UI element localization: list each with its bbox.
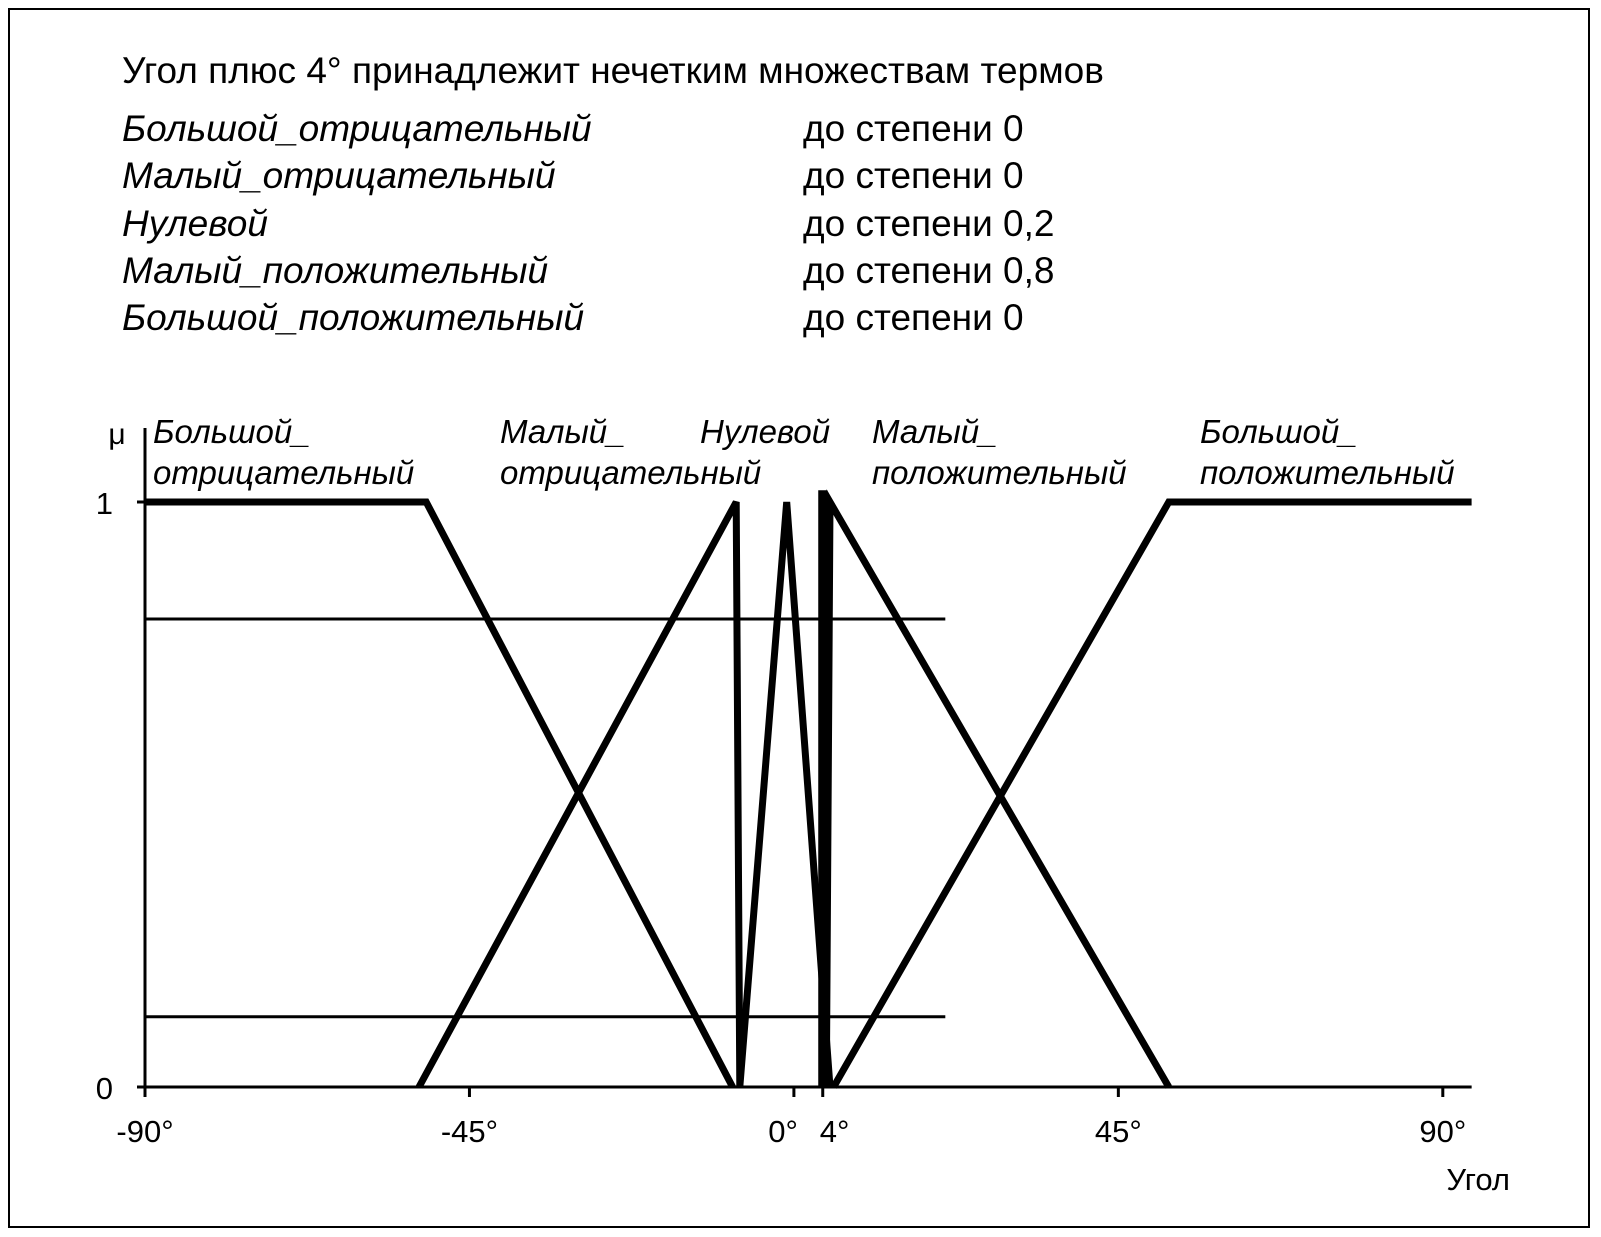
term-degree: до степени 0,2 (803, 203, 1055, 244)
x-tick-label: 0° (768, 1114, 798, 1149)
x-tick-label: 90° (1419, 1114, 1467, 1149)
term-name: Большой_положительный (122, 297, 585, 338)
term-degree: до степени 0 (803, 108, 1024, 149)
series-label-line1: Большой_ (1200, 413, 1358, 450)
series-label-line2: положительный (872, 454, 1127, 491)
series-line (419, 502, 740, 1087)
series-label-line1: Нулевой (700, 413, 831, 450)
series-label-line1: Большой_ (153, 413, 311, 450)
y-axis-label: μ (108, 418, 126, 451)
x-axis-label: Угол (1446, 1162, 1510, 1197)
series-label-line2: положительный (1200, 454, 1455, 491)
series-line (740, 502, 830, 1087)
term-name: Малый_положительный (122, 250, 549, 291)
term-degree: до степени 0 (803, 155, 1024, 196)
series-label-line2: отрицательный (500, 454, 762, 491)
series-line (834, 502, 1472, 1087)
series-line (145, 502, 733, 1087)
x-tick-label: -90° (116, 1114, 174, 1149)
term-degree: до степени 0,8 (803, 250, 1055, 291)
term-degree: до степени 0 (803, 297, 1024, 338)
x-tick-label: 4° (819, 1114, 850, 1149)
term-name: Малый_отрицательный (122, 155, 556, 196)
y-tick-label: 1 (95, 486, 113, 521)
series-label-line1: Малый_ (500, 413, 626, 450)
x-tick-label: 45° (1094, 1114, 1142, 1149)
term-name: Большой_отрицательный (122, 108, 592, 149)
series-label-line2: отрицательный (153, 454, 415, 491)
series-label-line1: Малый_ (872, 413, 998, 450)
x-tick-label: -45° (440, 1114, 499, 1149)
term-name: Нулевой (122, 203, 268, 244)
page-title: Угол плюс 4° принадлежит нечетким множествам термов (122, 50, 1104, 91)
y-tick-label: 0 (95, 1071, 113, 1106)
